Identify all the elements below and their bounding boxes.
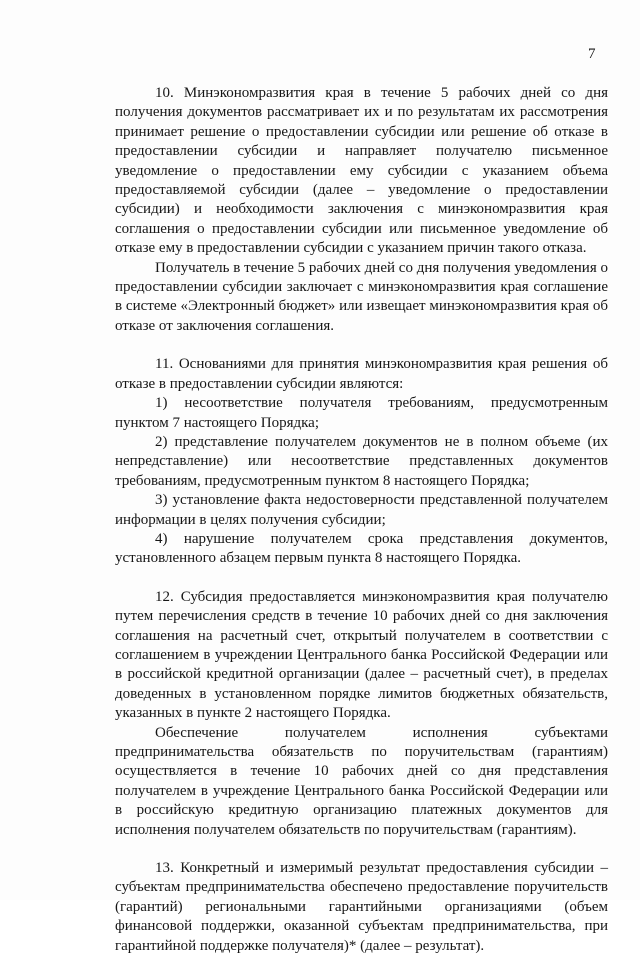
paragraph-12-obligations: Обеспечение получателем исполнения субъектами предпринимательства обязательств по поручительствам (гарантиям) осуществляется в течение 10 рабочих дней со дня представления получателем в учреждение Центрального банка Российской Федерации или в российскую кредитную организацию платежных документов для исполнения получателем обязательств по поручительствам (гарантиям).	[115, 724, 608, 838]
page-number: 7	[588, 46, 596, 62]
paragraph-13: 13. Конкретный и измеримый результат предоставления субсидии – субъектам предпринимательства обеспечено предоставление поручительств (гарантий) региональными гарантийными организациями (объем финансовой поддержки, оказанной субъектам предпринимательства, при гарантийной поддержке получателя)* (далее – результат).	[115, 860, 608, 954]
section-gap	[115, 569, 608, 588]
paragraph-10: 10. Минэкономразвития края в течение 5 рабочих дней со дня получения документов рассматривает их и по результатам их рассмотрения принимает решение о предоставлении субсидии или решение об отказе в предоставлении субсидии и направляет получателю письменное уведомление о предоставлении ему субсидии с указанием объема предоставляемой субсидии (далее – уведомление о предоставлении субсидии) и необходимости заключения с минэкономразвития края соглашения о предоставлении субсидии или письменное уведомление об отказе ему в предоставлении субсидии с указанием причин такого отказа.	[115, 85, 608, 257]
section-gap	[115, 336, 608, 355]
paragraph-12: 12. Субсидия предоставляется минэкономразвития края получателю путем перечисления средств в течение 10 рабочих дней со дня заключения соглашения на расчетный счет, открытый получателем в соответствии с соглашением в учреждении Центрального банка Российской Федерации или в российской кредитной организации (далее – расчетный счет), в пределах доведенных в установленном порядке лимитов бюджетных обязательств, указанных в пункте 2 настоящего Порядка.	[115, 588, 608, 722]
paragraph-11-item-4: 4) нарушение получателем срока представления документов, установленного абзацем первым пункта 8 настоящего Порядка.	[115, 530, 608, 567]
paragraph-11: 11. Основаниями для принятия минэкономразвития края решения об отказе в предоставлении субсидии являются:	[115, 356, 608, 392]
paragraph-10-agreement: Получатель в течение 5 рабочих дней со дня получения уведомления о предоставлении субсидии заключает с минэкономразвития края соглашение в системе «Электронный бюджет» или извещает минэкономразвития края об отказе от заключения соглашения.	[115, 259, 608, 334]
document-body	[115, 84, 608, 956]
paragraph-11-item-2: 2) представление получателем документов не в полном объеме (их непредставление) или несоответствие представленных документов требованиям, предусмотренным пунктом 8 настоящего Порядка;	[115, 433, 608, 489]
paragraph-11-item-3: 3) установление факта недостоверности представленной получателем информации в целях получения субсидии;	[115, 492, 608, 528]
paragraph-11-item-1: 1) несоответствие получателя требованиям, предусмотренным пунктом 7 настоящего Порядка;	[115, 395, 608, 431]
section-gap	[115, 840, 608, 859]
